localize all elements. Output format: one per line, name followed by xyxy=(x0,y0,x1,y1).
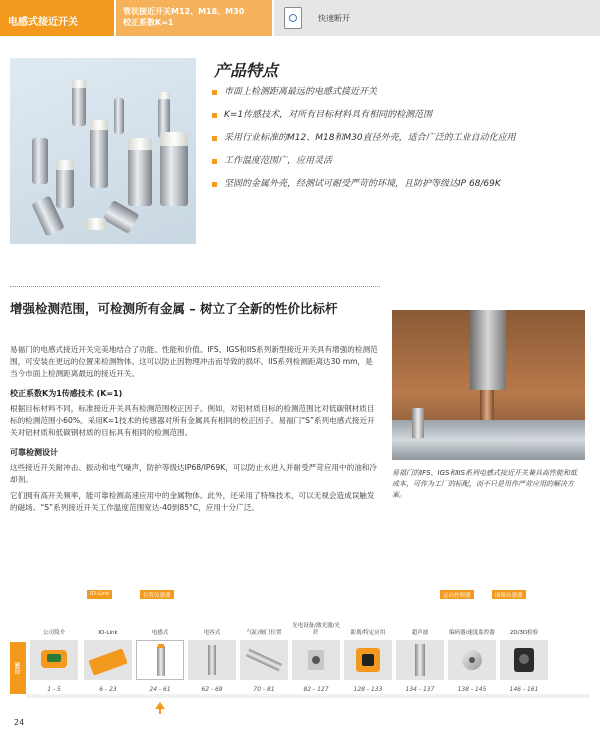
quick-disconnect-label: 快速断开 xyxy=(318,14,350,23)
nav-group-position-sensors: 位置传感器 xyxy=(140,590,174,599)
nav-item-vision[interactable]: 2D/3D检验 146 - 161 xyxy=(500,612,548,693)
article-title: 增强检测范围，可检测所有金属 – 树立了全新的性价比标杆 xyxy=(10,301,338,316)
section2-text1: 这些接近开关耐冲击、振动和电气噪声，防护等级达IP68/IP69K，可以防止水进入并耐受严苛应用中的油和冷却剂。 xyxy=(10,463,378,484)
quick-disconnect-bar xyxy=(274,0,600,36)
feature-item: K=1传感技术，对所有目标材料具有相同的检测范围 xyxy=(212,109,582,122)
vision-sensor-icon xyxy=(500,640,548,680)
subcategory-tab xyxy=(116,0,272,36)
section2-text2: 它们拥有高开关频率，能可靠检测高速应用中的金属物体。此外，还采用了特殊技术，可以无视会造成误触发的磁场。“S”系列接近开关工作温度范围宽达-40到85°C，应用十分广泛。 xyxy=(10,491,375,512)
feature-item: 工作温度范围广，应用灵活 xyxy=(212,155,582,168)
category-tab: 电感式接近开关 xyxy=(0,0,114,36)
cylinder-sensor-icon xyxy=(240,640,288,680)
feature-item: 坚固的金属外壳，经测试可耐受严苛的环境，且防护等级达IP 68/69K xyxy=(212,178,582,191)
section-divider xyxy=(10,286,380,287)
bullet-icon xyxy=(212,159,217,164)
feature-item: 市面上检测距离最远的电感式接近开关 xyxy=(212,86,582,99)
ultrasonic-icon xyxy=(396,640,444,680)
photo-caption: 易福门的IFS、IGS和IIS系列电感式接近开关兼具高性能和低成本，可作为工厂的标配，而不只是用作严苛应用的解决方案。 xyxy=(392,469,578,499)
article-intro: 易福门的电感式接近开关完美地结合了功能、性能和价值。IFS、IGS和IIS系列新型接近开关具有增强的检测范围，可安装在更远的位置来检测物体。这可以防止因物理冲击而导致的损坏。IIS系列检测距离达30 mm，是当今市面上检测距离最远的接近开关。 xyxy=(10,345,378,378)
nav-group-motion-control: 运动控制器 xyxy=(440,590,474,599)
nav-item-distance[interactable]: 距离/特定应用 128 - 133 xyxy=(344,612,392,693)
nav-item-company[interactable]: 公司简介 1 - 5 xyxy=(30,612,78,693)
inductive-sensor-icon xyxy=(136,640,184,680)
nav-item-inductive[interactable]: 电感式 24 - 61 xyxy=(136,612,184,693)
nav-side-tab: 目录 xyxy=(10,642,26,694)
nav-strip xyxy=(26,694,590,698)
nav-item-cylinder-valve[interactable]: 气缸/阀门位置 70 - 81 xyxy=(240,612,288,693)
bullet-icon xyxy=(212,90,217,95)
nav-item-capacitive[interactable]: 电容式 62 - 69 xyxy=(188,612,236,693)
page-header xyxy=(0,0,600,36)
bullet-icon xyxy=(212,182,217,187)
features-list xyxy=(212,86,582,201)
nav-group-io-link: IO-Link xyxy=(87,590,112,599)
nav-item-photoelectric[interactable]: 光电设备/激光器/光纤 82 - 127 xyxy=(292,623,340,693)
io-link-module-icon xyxy=(84,640,132,680)
section1-heading: 校正系数K为1传感技术 (K=1) xyxy=(10,389,123,398)
ifm-logo-icon xyxy=(30,640,78,680)
section1-text: 根据目标材料不同，标准接近开关具有检测范围校正因子。例如，对铝材质目标的检测范围比对低碳钢材质目标的检测范围小60%。采用K=1技术的传感器对所有金属具有相同的校正因子。易福门“S”系列电感式接近开关对铝材质和低碳钢材质的目标具有相同的检测范围。 xyxy=(10,404,375,437)
features-title: 产品特点 xyxy=(214,61,279,80)
distance-sensor-icon xyxy=(344,640,392,680)
photoelectric-icon xyxy=(292,640,340,680)
nav-item-io-link[interactable]: IO-Link 6 - 23 xyxy=(84,612,132,693)
application-photo xyxy=(392,310,585,460)
product-image xyxy=(10,58,196,244)
encoder-icon xyxy=(448,640,496,680)
subtitle-line1: 管状接近开关M12、M18、M30 xyxy=(123,7,245,16)
article-body xyxy=(10,344,378,518)
quick-disconnect-icon xyxy=(284,7,302,29)
catalog-navigation xyxy=(10,590,590,715)
page-number: 24 xyxy=(14,718,25,727)
capacitive-sensor-icon xyxy=(188,640,236,680)
section2-heading: 可靠检测设计 xyxy=(10,448,58,457)
nav-item-ultrasonic[interactable]: 超声波 134 - 137 xyxy=(396,612,444,693)
nav-item-encoder[interactable]: 编码器/速度监控器 138 - 145 xyxy=(449,630,495,693)
feature-item: 采用行业标准的M12、M18和M30直径外壳，适合广泛的工业自动化应用 xyxy=(212,132,582,145)
nav-group-image-sensors: 图像传感器 xyxy=(492,590,526,599)
subtitle-line2: 校正系数K=1 xyxy=(123,18,174,27)
bullet-icon xyxy=(212,136,217,141)
bullet-icon xyxy=(212,113,217,118)
